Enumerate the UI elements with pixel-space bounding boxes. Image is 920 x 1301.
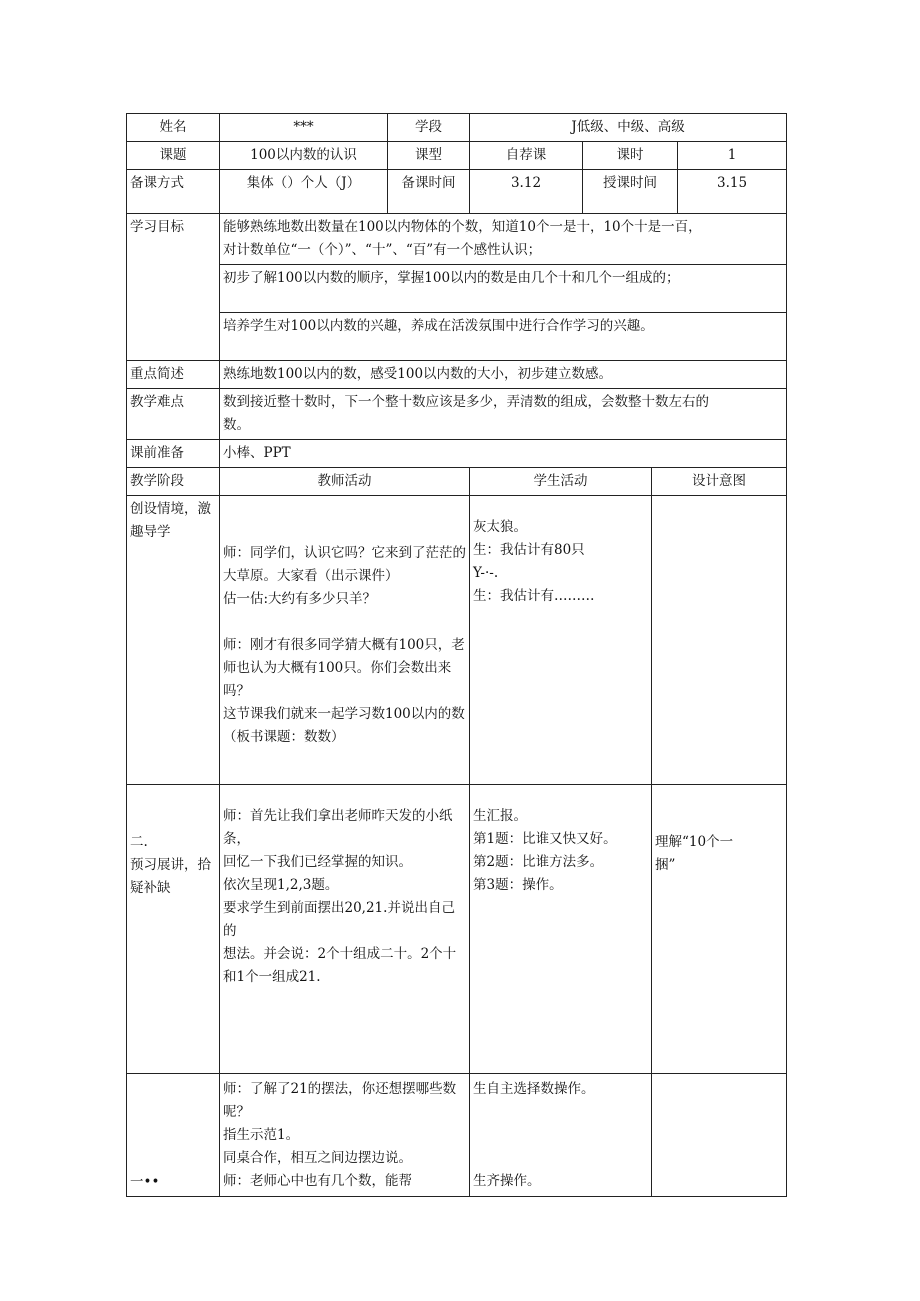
section-3-student-blank-3 <box>473 1147 648 1170</box>
section-2-student-line-4: 第3题：操作。 <box>473 877 563 893</box>
difficulties-text <box>220 389 787 440</box>
key-points-text: 熟练地数100以内的数，感受100以内数的大小，初步建立数感。 <box>220 361 787 389</box>
section-2-stage <box>127 785 220 1074</box>
section-1-teacher <box>220 496 470 785</box>
section-1-student-line-4: 生：我估计有……… <box>473 588 595 604</box>
prep-time-value: 3.12 <box>470 170 583 214</box>
section-2-student-line-2: 第1题：比谁又快又好。 <box>473 831 617 847</box>
difficulties-line-2: 数。 <box>223 417 250 433</box>
section-2-student-line-3: 第2题：比谁方法多。 <box>473 854 604 870</box>
teach-time-value: 3.15 <box>678 170 787 214</box>
lesson-plan-table <box>126 113 787 1197</box>
col-student-header: 学生活动 <box>470 468 652 496</box>
section-2-stage-line-1: 二. <box>130 834 148 850</box>
section-3-student-blank-1 <box>473 1101 648 1124</box>
name-label: 姓名 <box>127 114 220 142</box>
hours-label: 课时 <box>583 142 678 170</box>
teach-time-label: 授课时间 <box>583 170 678 214</box>
section-3-student <box>470 1074 652 1197</box>
section-1-stage <box>127 496 220 785</box>
section-1-teacher-blank <box>223 611 466 634</box>
key-points-label: 重点简述 <box>127 361 220 389</box>
col-stage-header: 教学阶段 <box>127 468 220 496</box>
section-3-teacher-line-4: 同桌合作，相互之间边摆边说。 <box>223 1150 412 1166</box>
section-2-teacher-line-3: 依次呈现1,2,3题。 <box>223 877 339 893</box>
section-3-teacher-line-1: 师：了解了21的摆法，你还想摆哪些数 <box>223 1081 457 1097</box>
goal-3: 培养学生对100以内数的兴趣，养成在活泼氛围中进行合作学习的兴趣。 <box>220 313 787 361</box>
goal-1-line-1: 能够熟练地数出数量在100以内物体的个数，知道10个一是十，10个十是一百， <box>223 219 702 235</box>
goal-1 <box>220 214 787 265</box>
stage-value: J低级、中级、高级 <box>470 114 787 142</box>
section-2-student <box>470 785 652 1074</box>
name-value: *** <box>220 114 388 142</box>
section-2-teacher <box>220 785 470 1074</box>
type-value: 自荐课 <box>470 142 583 170</box>
difficulties-line-1: 数到接近整十数时，下一个整十数应该是多少，弄清数的组成，会数整十数左右的 <box>223 394 709 410</box>
section-3-teacher-line-5: 师：老师心中也有几个数，能帮 <box>223 1173 412 1189</box>
section-1-stage-line-2: 趣导学 <box>130 524 171 540</box>
preparation-text: 小棒、PPT <box>220 440 787 468</box>
prep-mode-value: 集体（）个人（J） <box>220 170 388 214</box>
section-1-intent <box>652 496 787 785</box>
col-intent-header: 设计意图 <box>652 468 787 496</box>
section-3-student-blank-2 <box>473 1124 648 1147</box>
section-3-student-line-1: 生自主选择数操作。 <box>473 1081 595 1097</box>
hours-value: 1 <box>678 142 787 170</box>
section-3-teacher-line-2: 呢？ <box>223 1104 250 1120</box>
section-2-intent-line-1: 理解“10个一 <box>655 834 734 850</box>
goals-label: 学习目标 <box>127 214 220 361</box>
section-2-student-line-1: 生汇报。 <box>473 808 527 824</box>
section-2-teacher-line-2: 回忆一下我们已经掌握的知识。 <box>223 854 412 870</box>
prep-mode-label: 备课方式 <box>127 170 220 214</box>
section-1-student-line-2: 生：我估计有80只 <box>473 542 585 558</box>
section-2-intent <box>652 785 787 1074</box>
section-1-teacher-line-3: 估一估:大约有多少只羊？ <box>223 591 377 607</box>
section-3-stage: 一•• <box>127 1074 220 1197</box>
section-3-teacher-line-3: 指生示范1。 <box>223 1127 300 1143</box>
stage-label: 学段 <box>388 114 470 142</box>
goal-1-line-2: 对计数单位“一（个）”、“十”、“百”有一个感性认识； <box>223 242 542 258</box>
section-2-teacher-line-1: 师：首先让我们拿出老师昨天发的小纸条， <box>223 808 453 847</box>
type-label: 课型 <box>388 142 470 170</box>
section-2-stage-line-2: 预习展讲，拾 <box>130 857 211 873</box>
section-3-teacher <box>220 1074 470 1197</box>
section-3-intent <box>652 1074 787 1197</box>
section-1-student-line-3: Y-·-. <box>473 565 499 581</box>
section-1-student-line-1: 灰太狼。 <box>473 519 527 535</box>
section-1-stage-line-1: 创设情境，激 <box>130 501 211 517</box>
goal-2: 初步了解100以内数的顺序，掌握100以内的数是由几个十和几个一组成的； <box>220 265 787 313</box>
section-1-teacher-line-8: （板书课题：数数） <box>223 729 345 745</box>
preparation-label: 课前准备 <box>127 440 220 468</box>
section-1-teacher-line-7: 这节课我们就来一起学习数100以内的数 <box>223 706 465 722</box>
section-2-teacher-line-5: 想法。并会说：2个十组成二十。2个十 <box>223 946 457 962</box>
section-3-student-line-2: 生齐操作。 <box>473 1173 541 1189</box>
section-2-teacher-line-6: 和1个一组成21. <box>223 969 321 985</box>
section-1-teacher-line-6: 师也认为大概有100只。你们会数出来吗？ <box>223 660 452 699</box>
section-2-stage-line-3: 疑补缺 <box>130 880 171 896</box>
section-1-teacher-line-2: 大草原。大家看（出示课件） <box>223 568 399 584</box>
section-2-teacher-line-4: 要求学生到前面摆出20,21.并说出自己的 <box>223 900 455 939</box>
col-teacher-header: 教师活动 <box>220 468 470 496</box>
section-1-teacher-line-5: 师：刚才有很多同学猜大概有100只，老 <box>223 637 465 653</box>
prep-time-label: 备课时间 <box>388 170 470 214</box>
difficulties-label: 教学难点 <box>127 389 220 440</box>
section-1-teacher-line-1: 师：同学们，认识它吗？它来到了茫茫的 <box>223 545 466 561</box>
topic-value: 100以内数的认识 <box>220 142 388 170</box>
section-2-intent-line-2: 捆” <box>655 857 676 873</box>
section-1-student <box>470 496 652 785</box>
topic-label: 课题 <box>127 142 220 170</box>
